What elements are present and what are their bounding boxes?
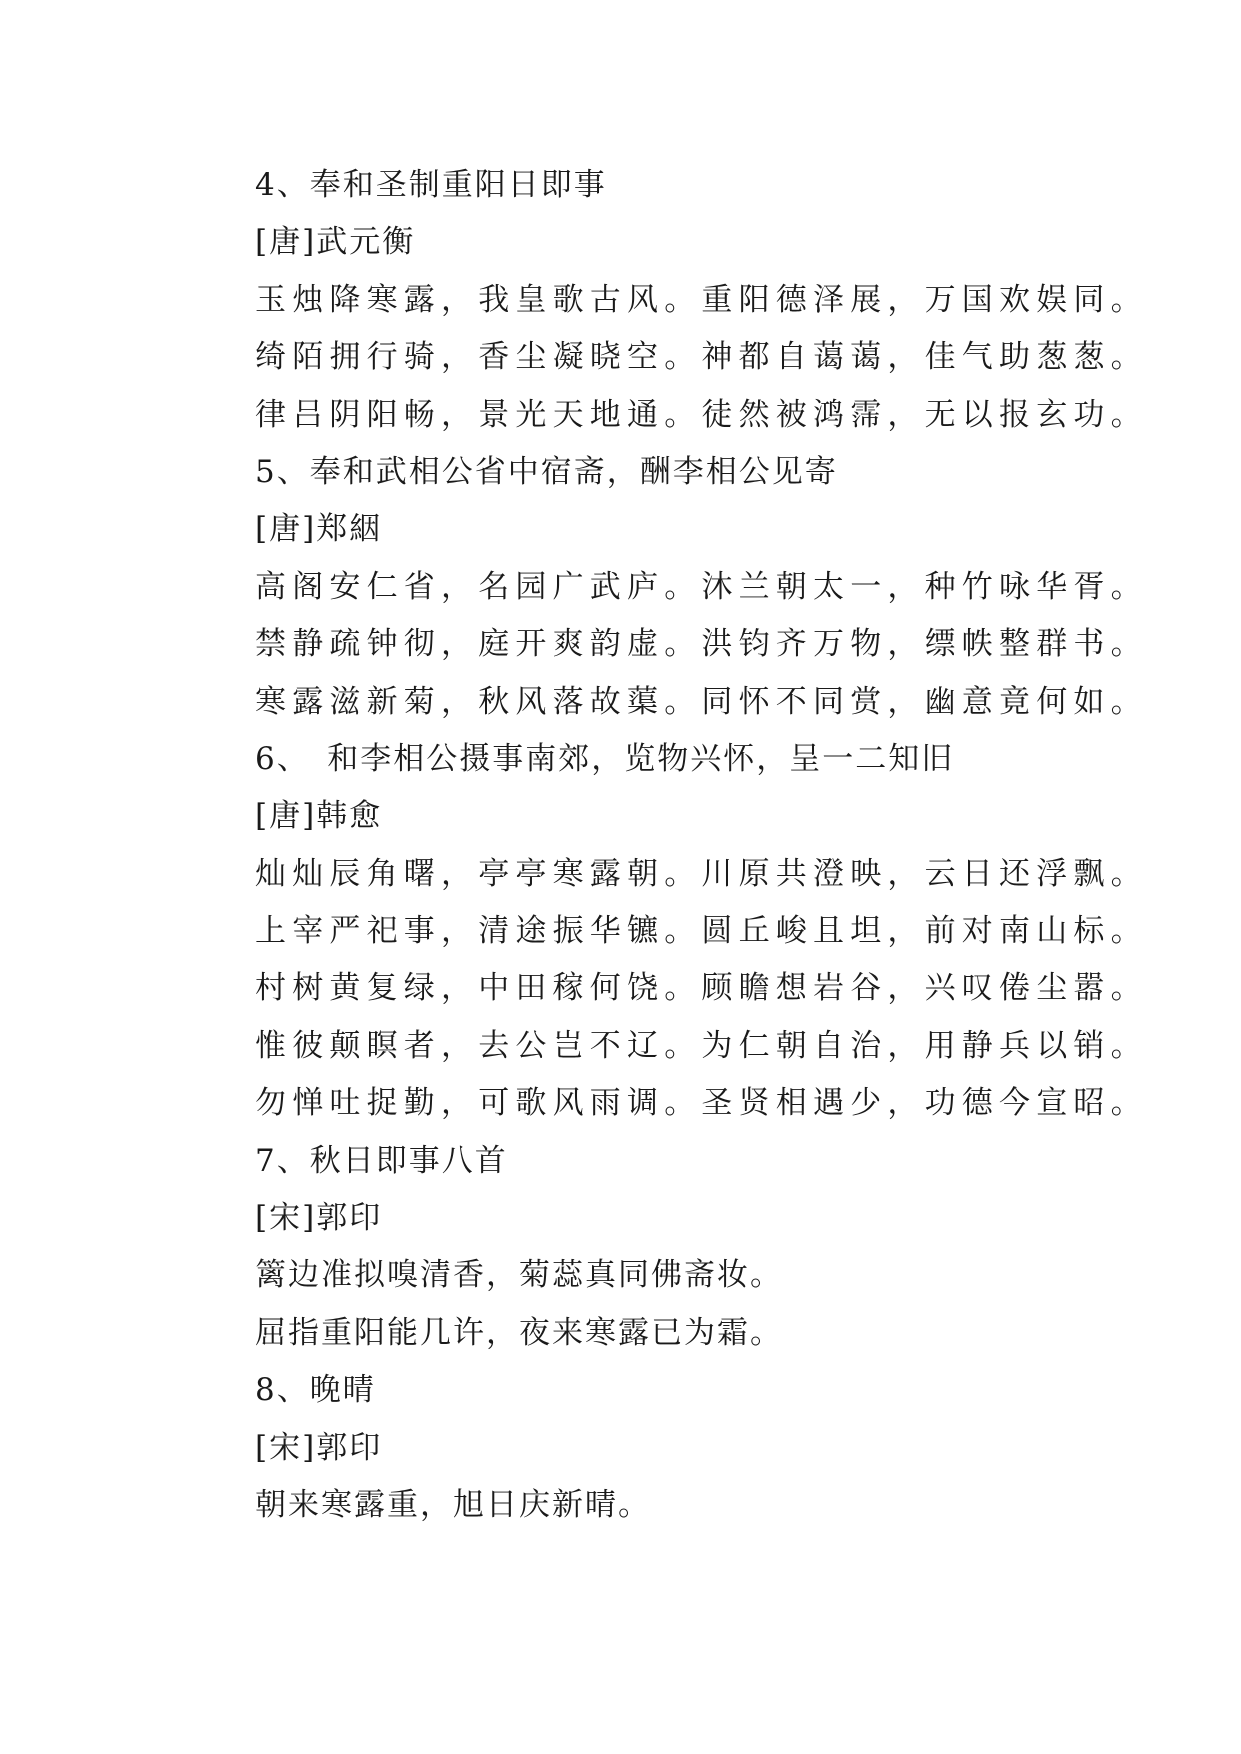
poem-line: 玉烛降寒露，我皇歌古风。重阳德泽展，万国欢娱同。	[255, 281, 1148, 318]
poem-line: 惟彼颠瞑者，去公岂不辽。为仁朝自治，用静兵以销。	[255, 1027, 1148, 1064]
poem-title: 8、晚晴	[255, 1372, 376, 1409]
poem-line: 灿灿辰角曙，亭亭寒露朝。川原共澄映，云日还浮飘。	[255, 855, 1148, 892]
poem-line: 高阁安仁省，名园广武庐。沐兰朝太一，种竹咏华胥。	[255, 568, 1148, 605]
poem-line: 屈指重阳能几许，夜来寒露已为霜。	[255, 1314, 783, 1351]
poem-author: [宋]郭印	[255, 1200, 383, 1237]
poem-author: [宋]郭印	[255, 1429, 383, 1466]
poem-author: [唐]武元衡	[255, 224, 416, 261]
poem-title: 5、奉和武相公省中宿斋，酬李相公见寄	[255, 453, 838, 490]
poem-line: 勿惮吐捉勤，可歌风雨调。圣贤相遇少，功德今宣昭。	[255, 1085, 1148, 1122]
poem-author: [唐]郑絪	[255, 511, 383, 548]
poem-line: 寒露滋新菊，秋风落故蕖。同怀不同赏，幽意竟何如。	[255, 683, 1148, 720]
poem-line: 篱边准拟嗅清香，菊蕊真同佛斋妆。	[255, 1257, 783, 1294]
poem-line: 绮陌拥行骑，香尘凝晓空。神都自蔼蔼，佳气助葱葱。	[255, 339, 1148, 376]
poem-line: 朝来寒露重，旭日庆新晴。	[255, 1486, 651, 1523]
poem-line: 上宰严祀事，清途振华镳。圆丘峻且坦，前对南山标。	[255, 913, 1148, 950]
poem-line: 村树黄复绿，中田稼何饶。顾瞻想岩谷，兴叹倦尘嚣。	[255, 970, 1148, 1007]
poem-title: 7、秋日即事八首	[255, 1142, 508, 1179]
poem-line: 禁静疏钟彻，庭开爽韵虚。洪钧齐万物，缥帙整群书。	[255, 626, 1148, 663]
document-page	[255, 157, 1185, 1534]
poem-title: 6、 和李相公摄事南郊，览物兴怀，呈一二知旧	[255, 740, 955, 777]
poem-line: 律吕阴阳畅，景光天地通。徒然被鸿霈，无以报玄功。	[255, 396, 1148, 433]
poem-title: 4、奉和圣制重阳日即事	[255, 167, 607, 203]
poem-author: [唐]韩愈	[255, 798, 383, 835]
